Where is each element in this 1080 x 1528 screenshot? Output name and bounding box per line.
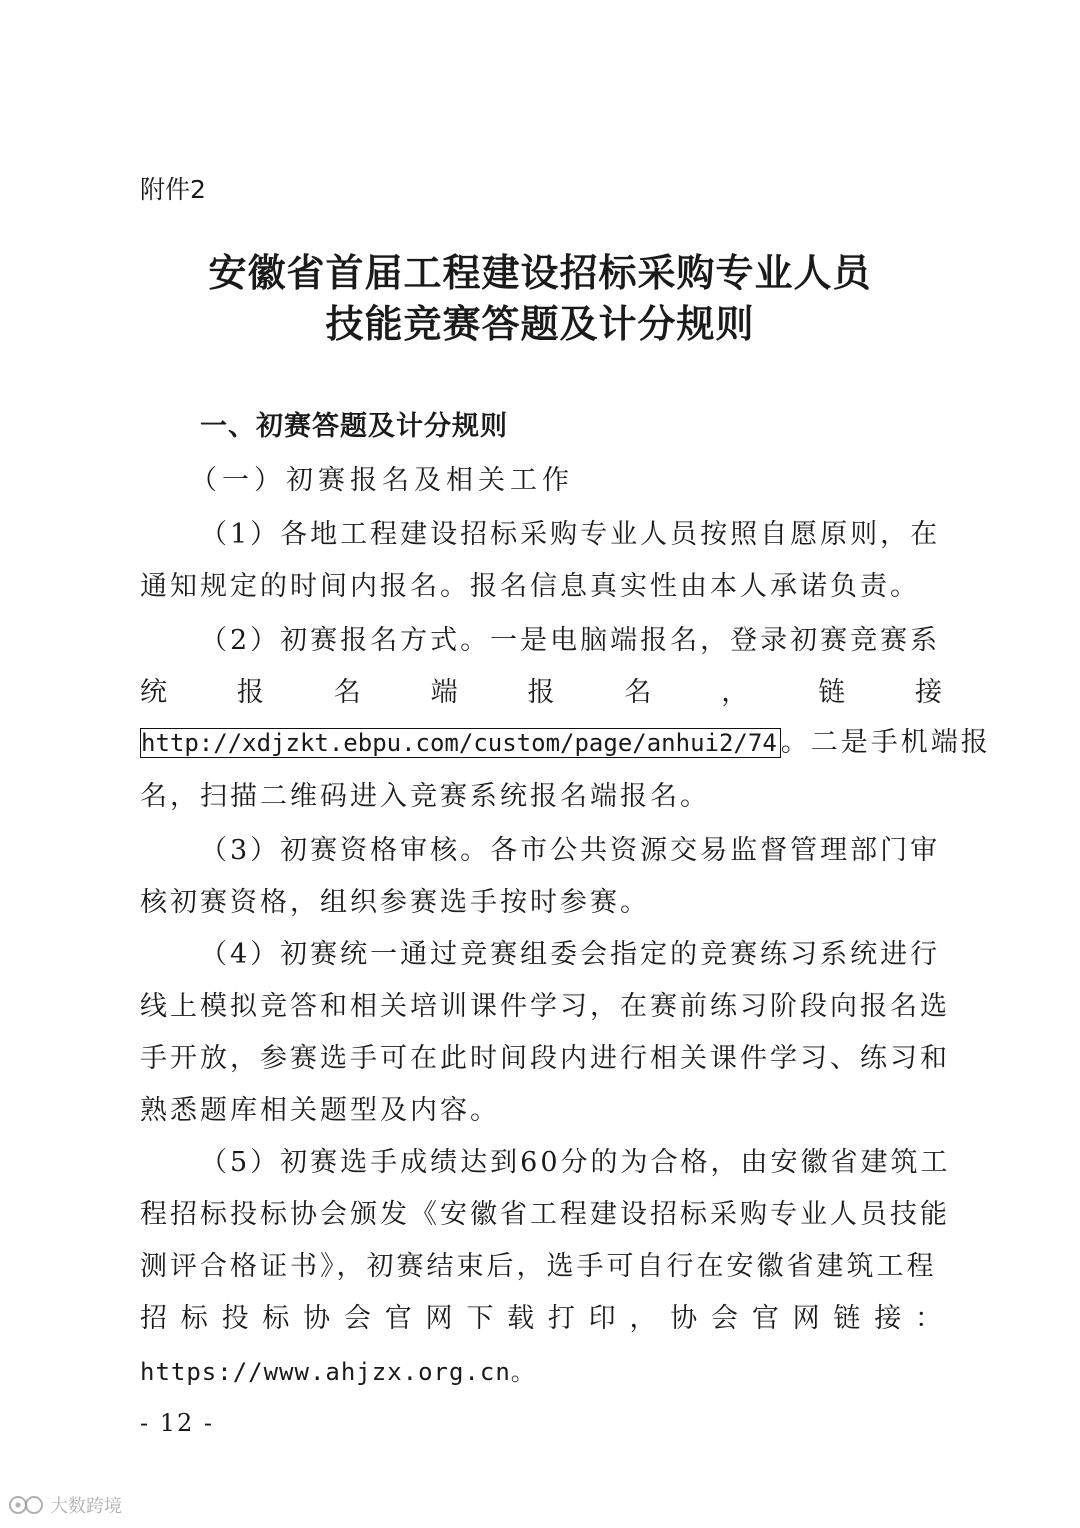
- item5-line2: 程招标投标协会颁发《安徽省工程建设招标采购专业人员技能: [140, 1199, 950, 1230]
- item1-line2: 通知规定的时间内报名。报名信息真实性由本人承诺负责。: [140, 571, 920, 602]
- item2-line4: 名，扫描二维码进入竞赛系统报名端报名。: [140, 781, 710, 812]
- association-website-link[interactable]: https://www.ahjzx.org.cn。: [140, 1358, 536, 1386]
- item5-line1: （5）初赛选手成绩达到60分的为合格，由安徽省建筑工: [200, 1147, 951, 1178]
- item3-line1: （3）初赛资格审核。各市公共资源交易监督管理部门审: [200, 835, 941, 866]
- item2-line2: 统报名端报名，链接: [140, 677, 942, 708]
- item1-line1: （1）各地工程建设招标采购专业人员按照自愿原则，在: [200, 519, 941, 550]
- item5-line4: 招标投标协会官网下载打印，协会官网链接：: [140, 1303, 942, 1334]
- page-number: - 12 -: [140, 1409, 215, 1437]
- item3-line2: 核初赛资格，组织参赛选手按时参赛。: [140, 887, 650, 918]
- item5-line3: 测评合格证书》，初赛结束后，选手可自行在安徽省建筑工程: [140, 1251, 937, 1282]
- registration-link[interactable]: http://xdjzkt.ebpu.com/custom/page/anhui2/74: [140, 728, 781, 758]
- item2-line3-rest: 。二是手机端报: [780, 727, 991, 758]
- subsection-heading: （一）初赛报名及相关工作: [190, 465, 574, 496]
- watermark: [8, 1492, 122, 1518]
- item4-line2: 线上模拟竞答和相关培训课件学习，在赛前练习阶段向报名选: [140, 991, 950, 1022]
- item2-line3: [140, 720, 991, 759]
- item2-line1: （2）初赛报名方式。一是电脑端报名，登录初赛竞赛系: [200, 625, 941, 656]
- item4-line1: （4）初赛统一通过竞赛组委会指定的竞赛练习系统进行: [200, 939, 941, 970]
- watermark-text: 大数跨境: [50, 1496, 122, 1517]
- attachment-label: 附件2: [140, 175, 206, 204]
- item4-line3: 手开放，参赛选手可在此时间段内进行相关课件学习、练习和: [140, 1043, 950, 1074]
- document-title-line1: 安徽省首届工程建设招标采购专业人员: [208, 251, 872, 295]
- watermark-logo-icon: [8, 1494, 46, 1516]
- item4-line4: 熟悉题库相关题型及内容。: [140, 1095, 500, 1126]
- section-heading: 一、初赛答题及计分规则: [200, 411, 508, 442]
- document-title-line2: 技能竞赛答题及计分规则: [325, 302, 755, 346]
